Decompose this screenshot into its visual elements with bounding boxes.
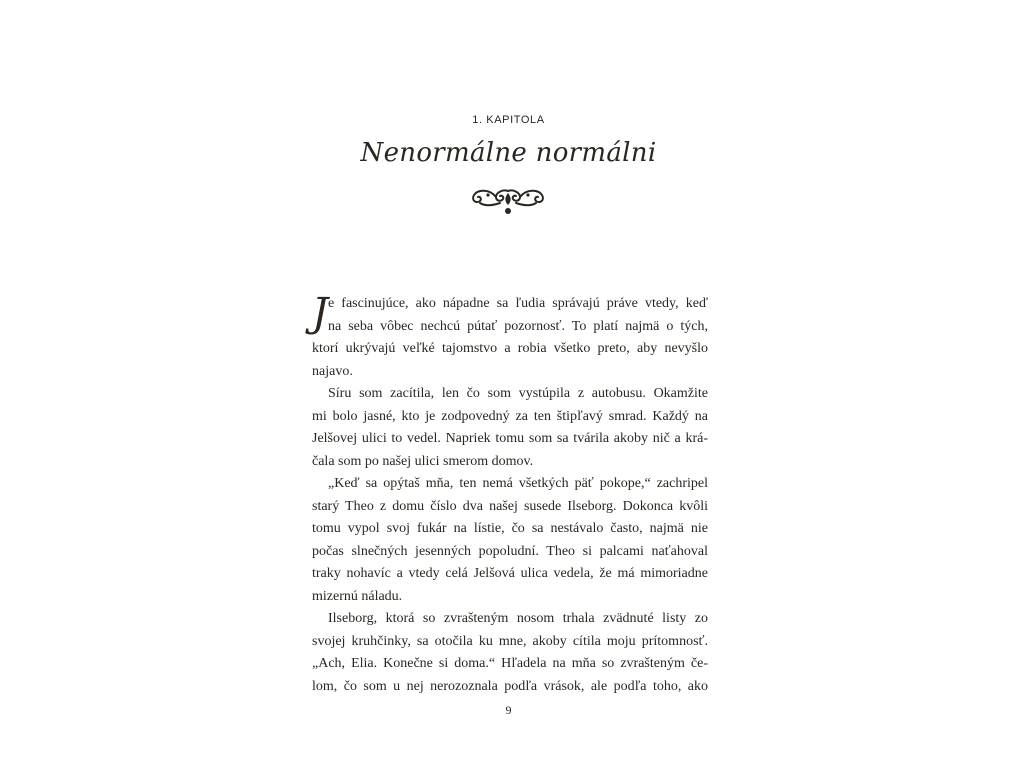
text-line: Síru som zacítila, len čo som vystúpila z autobusu. Okamžite xyxy=(328,386,708,401)
text-line: ktorí ukrývajú veľké tajomstvo a robia všetko preto, aby nevyšlo xyxy=(312,341,708,356)
floral-flourish-icon xyxy=(466,183,550,217)
text-line: mizernú náladu. xyxy=(312,588,403,604)
page-number: 9 xyxy=(505,703,512,717)
chapter-label: 1. KAPITOLA xyxy=(472,114,545,126)
body-text xyxy=(312,290,708,698)
drop-cap: J xyxy=(312,290,329,336)
text-line: Ilseborg, ktorá so zvrašteným nosom trhala zvädnuté listy zo xyxy=(328,611,708,626)
chapter-title: Nenormálne normálni xyxy=(360,138,657,168)
text-line: svojej kruhčinky, sa otočila ku mne, akoby cítila moju prítomnosť. xyxy=(312,633,708,649)
text-line: „Keď sa opýtaš mňa, ten nemá všetkých päť pokope,“ zachripel xyxy=(328,476,708,491)
text-line: Jelšovej ulici to vedel. Napriek tomu som sa tvárila akoby nič a krá- xyxy=(312,431,708,446)
text-line: mi bolo jasné, kto je zodpovedný za ten štipľavý smrad. Každý na xyxy=(312,408,708,424)
text-line: na seba vôbec nechcú pútať pozornosť. To platí najmä o tých, xyxy=(328,318,708,334)
text-line: čala som po našej ulici smerom domov. xyxy=(312,453,534,469)
text-line: e fascinujúce, ako nápadne sa ľudia správajú práve vtedy, keď xyxy=(328,296,708,311)
text-line: počas slnečných jesenných popoludní. Theo si palcami naťahoval xyxy=(312,543,708,559)
text-line: lom, čo som u nej nerozoznala podľa vrások, ale podľa toho, ako xyxy=(312,678,708,694)
text-line: traky nohavíc a vtedy celá Jelšová ulica vedela, že má mimoriadne xyxy=(312,566,708,581)
text-line: najavo. xyxy=(312,363,353,379)
text-line: starý Theo z domu číslo dva našej susede Ilseborg. Dokonca kvôli xyxy=(312,498,708,514)
text-line: „Ach, Elia. Konečne si doma.“ Hľadela na mňa so zvrašteným če- xyxy=(312,656,708,671)
text-line: tomu vypol svoj fukár na lístie, čo sa nestávalo často, najmä nie xyxy=(312,521,708,536)
